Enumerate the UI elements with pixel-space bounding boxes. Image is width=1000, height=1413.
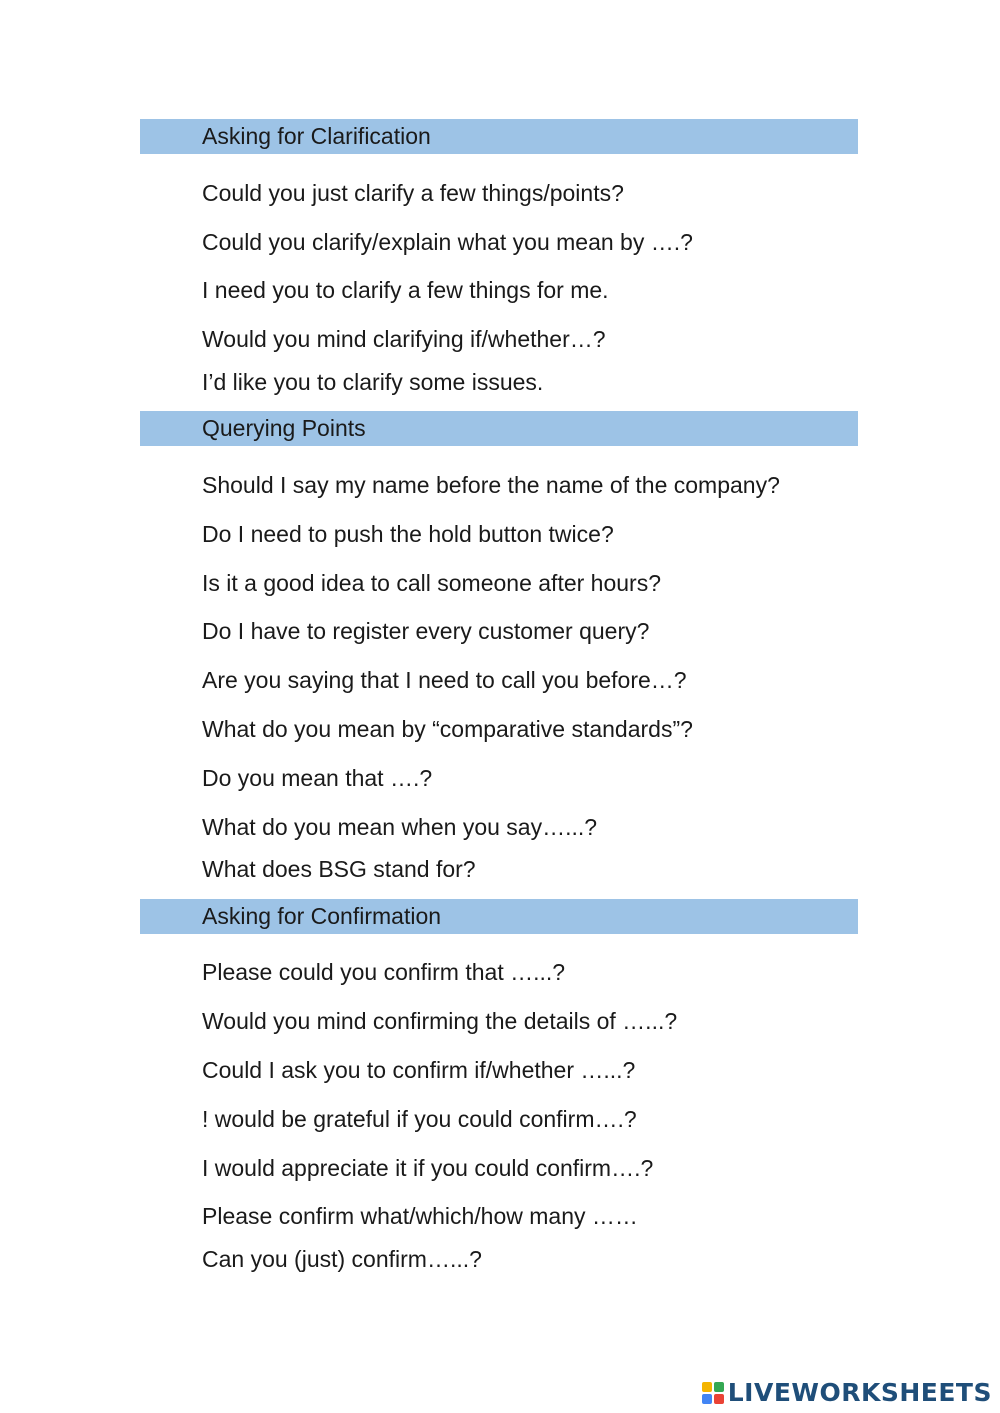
logo-text: LIVEWORKSHEETS [727,1378,992,1407]
phrase-item: I would appreciate it if you could confirm….? [202,1154,654,1181]
phrase-item: Could I ask you to confirm if/whether …...? [202,1057,636,1084]
liveworksheets-logo[interactable] [702,1378,992,1407]
phrase-item: Can you (just) confirm…...? [202,1245,482,1272]
section-header: Asking for Confirmation [140,899,858,934]
phrase-item: Are you saying that I need to call you before…? [202,667,687,694]
phrase-item: Do I need to push the hold button twice? [202,520,614,547]
phrase-item: What does BSG stand for? [202,856,476,883]
section-header: Asking for Clarification [140,119,858,154]
phrase-item: What do you mean when you say…...? [202,813,598,840]
phrase-item: Please confirm what/which/how many …… [202,1203,638,1230]
phrase-item: Would you mind clarifying if/whether…? [202,326,606,353]
phrase-item: Do I have to register every customer query? [202,618,650,645]
phrase-item: Is it a good idea to call someone after hours? [202,569,662,596]
phrase-item: I’d like you to clarify some issues. [202,368,544,395]
section-header: Querying Points [140,411,858,446]
phrase-item: Do you mean that ….? [202,764,433,791]
document-body [140,119,858,1277]
phrase-item: I need you to clarify a few things for me. [202,277,609,304]
phrase-item: Could you just clarify a few things/points? [202,179,624,206]
logo-icon [702,1382,724,1404]
phrase-item: Should I say my name before the name of the company? [202,472,780,499]
logo-tile [702,1382,712,1392]
section-clarification [140,119,858,400]
phrase-item: What do you mean by “comparative standards”? [202,716,693,743]
logo-tile [714,1382,724,1392]
section-confirmation [140,899,858,1278]
phrase-item: Would you mind confirming the details of …...? [202,1008,678,1035]
logo-tile [702,1394,712,1404]
logo-tile [714,1394,724,1404]
phrase-item: Could you clarify/explain what you mean by ….? [202,228,693,255]
phrase-item: ! would be grateful if you could confirm….? [202,1105,637,1132]
section-querying [140,411,858,887]
phrase-item: Please could you confirm that …...? [202,959,566,986]
